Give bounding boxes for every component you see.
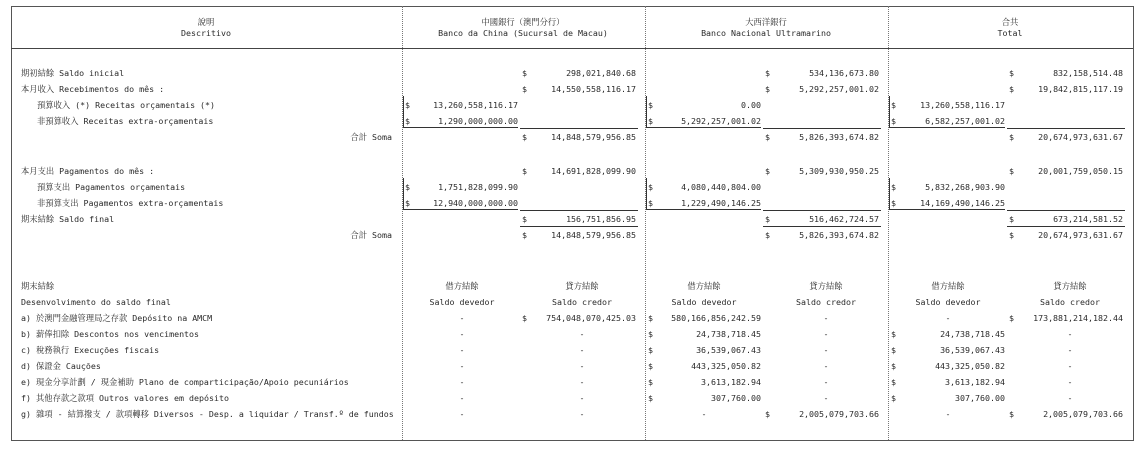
cell-dash: -	[823, 313, 829, 323]
currency-sign: $	[891, 345, 896, 355]
cell-dash: -	[579, 393, 585, 403]
bc-saldo-inicial: 298,021,840.68	[566, 68, 636, 78]
bc-credor-zh: 貸方結餘	[565, 281, 599, 291]
total-credor-zh: 貸方結餘	[1053, 281, 1087, 291]
bnu-saldo-inicial: 534,136,673.80	[809, 68, 879, 78]
header-total-zh: 合共	[1001, 17, 1019, 27]
currency-sign: $	[522, 313, 527, 323]
cell-total-devedor-e: 3,613,182.94	[945, 377, 1005, 387]
cell-dash: -	[823, 361, 829, 371]
row-label-d: d) 保證金 Cauções	[21, 361, 101, 371]
row-label-c: c) 稅務執行 Execuções fiscais	[21, 345, 160, 355]
label-pagamentos: 本月支出 Pagamentos do mês :	[21, 166, 155, 176]
cell-dash: -	[459, 377, 465, 387]
cell-total-devedor-b: 24,738,718.45	[940, 329, 1005, 339]
bc-soma: 14,848,579,956.85	[551, 132, 636, 142]
bnu-pagamentos-extra: 1,229,490,146.25	[681, 198, 761, 208]
label-pagamentos-extra: 非預算支出 Pagamentos extra-orçamentais	[37, 198, 224, 208]
underline	[763, 128, 881, 129]
bc-receitas-extra: 1,290,000,000.00	[438, 116, 518, 126]
underline	[520, 128, 638, 129]
cell-total-credor-a: 173,881,214,182.44	[1033, 313, 1123, 323]
bnu-devedor-pt: Saldo devedor	[671, 297, 737, 307]
currency-sign: $	[765, 166, 770, 176]
currency-sign: $	[891, 393, 896, 403]
currency-sign: $	[891, 361, 896, 371]
currency-sign: $	[1009, 230, 1014, 240]
cell-dash: -	[459, 329, 465, 339]
bnu-receitas-orcamentais: 0.00	[741, 100, 761, 110]
cell-dash: -	[823, 377, 829, 387]
underline	[1007, 226, 1125, 227]
cell-dash: -	[823, 345, 829, 355]
bnu-pagamentos-orcamentais: 4,080,440,804.00	[681, 182, 761, 192]
currency-sign: $	[405, 116, 410, 126]
cell-dash: -	[945, 313, 951, 323]
currency-sign: $	[765, 132, 770, 142]
cell-dash: -	[579, 409, 585, 419]
cell-dash: -	[459, 345, 465, 355]
currency-sign: $	[648, 182, 653, 192]
bc-pagamentos: 14,691,828,099.90	[551, 166, 636, 176]
cell-bc-credor-a: 754,048,070,425.03	[546, 313, 636, 323]
currency-sign: $	[765, 230, 770, 240]
bnu-soma-final: 5,826,393,674.82	[799, 230, 879, 240]
currency-sign: $	[522, 230, 527, 240]
currency-sign: $	[648, 198, 653, 208]
currency-sign: $	[648, 361, 653, 371]
bnu-credor-zh: 貸方結餘	[809, 281, 843, 291]
currency-sign: $	[405, 198, 410, 208]
cell-dash: -	[823, 393, 829, 403]
underline	[763, 210, 881, 211]
cell-dash: -	[579, 361, 585, 371]
row-label-b: b) 薪俸扣除 Descontos nos vencimentos	[21, 329, 200, 339]
header-bnu-zh: 大西洋銀行	[745, 17, 787, 27]
currency-sign: $	[1009, 68, 1014, 78]
label-saldo-final: 期末結餘 Saldo final	[21, 214, 115, 224]
currency-sign: $	[765, 214, 770, 224]
underline	[646, 209, 761, 210]
row-label-f: f) 其他存款之款項 Outros valores em depósito	[21, 393, 229, 403]
currency-sign: $	[522, 214, 527, 224]
cell-dash: -	[459, 361, 465, 371]
cell-dash: -	[1067, 361, 1073, 371]
currency-sign: $	[1009, 132, 1014, 142]
row-label-a: a) 於澳門金融管理局之存款 Depósito na AMCM	[21, 313, 213, 323]
cell-dash: -	[459, 409, 465, 419]
bc-saldo-final: 156,751,856.95	[566, 214, 636, 224]
column-divider	[402, 6, 403, 440]
bnu-credor-pt: Saldo credor	[796, 297, 856, 307]
currency-sign: $	[1009, 409, 1014, 419]
cell-total-devedor-f: 307,760.00	[955, 393, 1005, 403]
cell-bnu-devedor-a: 580,166,856,242.59	[671, 313, 761, 323]
bracket-line	[646, 96, 647, 127]
bnu-devedor-zh: 借方結餘	[687, 281, 721, 291]
bc-pagamentos-orcamentais: 1,751,828,099.90	[438, 182, 518, 192]
cell-dash: -	[579, 329, 585, 339]
column-divider	[645, 6, 646, 440]
header-total-pt: Total	[997, 28, 1023, 38]
bc-devedor-zh: 借方結餘	[445, 281, 479, 291]
cell-dash: -	[1067, 345, 1073, 355]
total-pagamentos-extra: 14,169,490,146.25	[920, 198, 1005, 208]
currency-sign: $	[891, 198, 896, 208]
cell-dash: -	[701, 409, 707, 419]
currency-sign: $	[1009, 313, 1014, 323]
bc-soma-final: 14,848,579,956.85	[551, 230, 636, 240]
bc-receitas-orcamentais: 13,260,558,116.17	[433, 100, 518, 110]
total-saldo-inicial: 832,158,514.48	[1053, 68, 1123, 78]
header-divider	[11, 48, 1133, 49]
label-pagamentos-orcamentais: 預算支出 Pagamentos orçamentais	[37, 182, 186, 192]
bracket-line	[889, 96, 890, 127]
header-bc-zh: 中國銀行（澳門分行）	[481, 17, 565, 27]
cell-total-devedor-c: 36,539,067.43	[940, 345, 1005, 355]
total-saldo-final: 673,214,581.52	[1053, 214, 1123, 224]
currency-sign: $	[522, 84, 527, 94]
total-devedor-zh: 借方結餘	[931, 281, 965, 291]
bc-credor-pt: Saldo credor	[552, 297, 612, 307]
header-bnu-pt: Banco Nacional Ultramarino	[701, 28, 831, 38]
cell-dash: -	[579, 345, 585, 355]
total-receitas-orcamentais: 13,260,558,116.17	[920, 100, 1005, 110]
cell-bnu-devedor-c: 36,539,067.43	[696, 345, 761, 355]
currency-sign: $	[648, 100, 653, 110]
currency-sign: $	[648, 393, 653, 403]
header-descr-pt: Descritivo	[181, 28, 231, 38]
bnu-receitas-extra: 5,292,257,001.02	[681, 116, 761, 126]
total-pagamentos: 20,001,759,050.15	[1038, 166, 1123, 176]
currency-sign: $	[648, 345, 653, 355]
underline	[403, 209, 518, 210]
section3-title-pt: Desenvolvimento do saldo final	[21, 297, 171, 307]
header-descr-zh: 說明	[197, 17, 215, 27]
total-credor-pt: Saldo credor	[1040, 297, 1100, 307]
underline	[520, 226, 638, 227]
currency-sign: $	[765, 84, 770, 94]
header-bc-pt: Banco da China (Sucursal de Macau)	[438, 28, 608, 38]
underline	[763, 226, 881, 227]
total-recebimentos: 19,842,815,117.19	[1038, 84, 1123, 94]
total-devedor-pt: Saldo devedor	[915, 297, 981, 307]
bracket-line	[889, 178, 890, 209]
currency-sign: $	[891, 329, 896, 339]
cell-dash: -	[1067, 393, 1073, 403]
cell-dash: -	[459, 313, 465, 323]
bc-pagamentos-extra: 12,940,000,000.00	[433, 198, 518, 208]
currency-sign: $	[1009, 84, 1014, 94]
cell-dash: -	[1067, 377, 1073, 387]
label-soma: 合計 Soma	[350, 132, 392, 142]
label-receitas-extra: 非預算收入 Receitas extra-orçamentais	[37, 116, 214, 126]
bracket-line	[403, 96, 404, 127]
bc-devedor-pt: Saldo devedor	[429, 297, 495, 307]
currency-sign: $	[891, 182, 896, 192]
currency-sign: $	[891, 100, 896, 110]
cell-bnu-devedor-d: 443,325,050.82	[691, 361, 761, 371]
underline	[646, 127, 761, 128]
cell-bnu-devedor-e: 3,613,182.94	[701, 377, 761, 387]
label-receitas-orcamentais: 預算收入 (*) Receitas orçamentais (*)	[37, 100, 216, 110]
cell-total-devedor-d: 443,325,050.82	[935, 361, 1005, 371]
currency-sign: $	[522, 132, 527, 142]
underline	[889, 209, 1005, 210]
bc-recebimentos: 14,550,558,116.17	[551, 84, 636, 94]
total-receitas-extra: 6,582,257,001.02	[925, 116, 1005, 126]
bracket-line	[646, 178, 647, 209]
label-saldo-inicial: 期初結餘 Saldo inicial	[21, 68, 125, 78]
cell-dash: -	[579, 377, 585, 387]
row-label-e: e) 現金分享計劃 / 現金補助 Plano de comparticipação/Apoio pecuniários	[21, 377, 349, 387]
underline	[403, 127, 518, 128]
underline	[1007, 210, 1125, 211]
currency-sign: $	[1009, 166, 1014, 176]
label-soma: 合計 Soma	[350, 230, 392, 240]
column-divider	[888, 6, 889, 440]
currency-sign: $	[1009, 214, 1014, 224]
bnu-saldo-final: 516,462,724.57	[809, 214, 879, 224]
currency-sign: $	[405, 100, 410, 110]
section3-title-zh: 期末結餘	[21, 281, 55, 291]
total-pagamentos-orcamentais: 5,832,268,903.90	[925, 182, 1005, 192]
underline	[1007, 128, 1125, 129]
cell-dash: -	[459, 393, 465, 403]
row-label-g: g) 雜項 - 結算撥支 / 款項轉移 Diversos - Desp. a liquidar / Transf.º de fundos	[21, 409, 394, 419]
bracket-line	[403, 178, 404, 209]
underline	[889, 127, 1005, 128]
currency-sign: $	[891, 116, 896, 126]
cell-dash: -	[823, 329, 829, 339]
currency-sign: $	[765, 68, 770, 78]
total-soma: 20,674,973,631.67	[1038, 132, 1123, 142]
currency-sign: $	[522, 68, 527, 78]
bnu-soma: 5,826,393,674.82	[799, 132, 879, 142]
cell-total-credor-g: 2,005,079,703.66	[1043, 409, 1123, 419]
cell-bnu-devedor-f: 307,760.00	[711, 393, 761, 403]
currency-sign: $	[648, 313, 653, 323]
currency-sign: $	[522, 166, 527, 176]
cell-bnu-devedor-b: 24,738,718.45	[696, 329, 761, 339]
currency-sign: $	[765, 409, 770, 419]
currency-sign: $	[405, 182, 410, 192]
cell-bnu-credor-g: 2,005,079,703.66	[799, 409, 879, 419]
label-recebimentos: 本月收入 Recebimentos do mês :	[21, 84, 165, 94]
total-soma-final: 20,674,973,631.67	[1038, 230, 1123, 240]
currency-sign: $	[648, 329, 653, 339]
bnu-recebimentos: 5,292,257,001.02	[799, 84, 879, 94]
bnu-pagamentos: 5,309,930,950.25	[799, 166, 879, 176]
currency-sign: $	[648, 377, 653, 387]
cell-dash: -	[1067, 329, 1073, 339]
underline	[520, 210, 638, 211]
currency-sign: $	[891, 377, 896, 387]
cell-dash: -	[945, 409, 951, 419]
currency-sign: $	[648, 116, 653, 126]
